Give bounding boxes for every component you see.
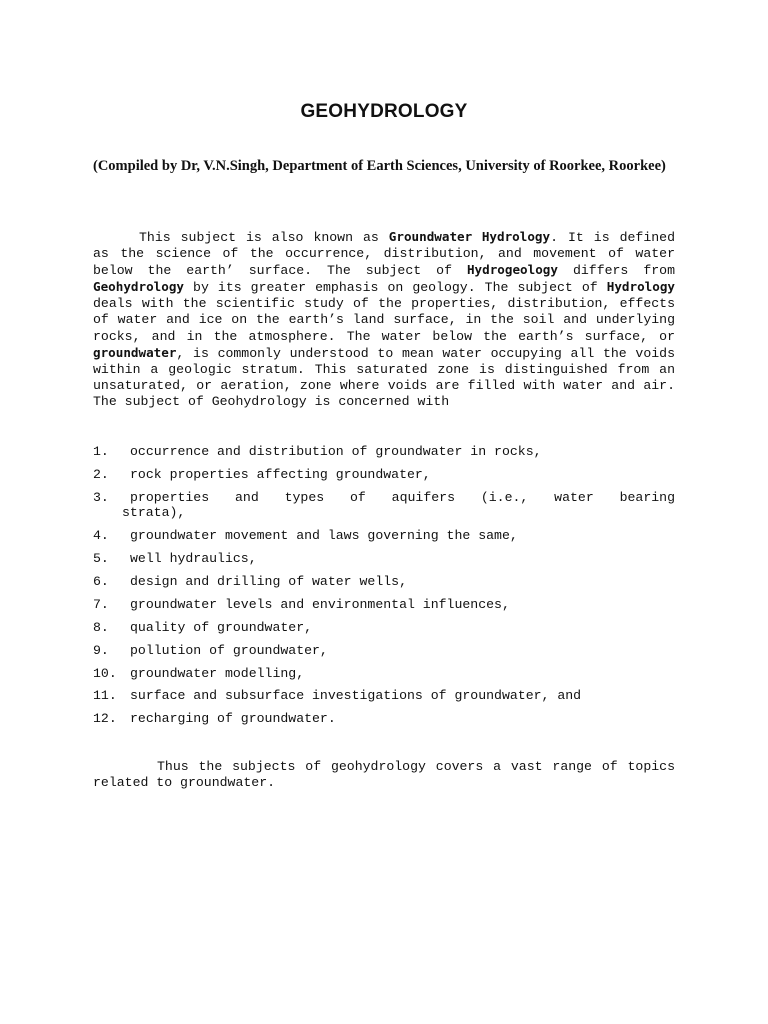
intro-term-hydrogeology: Hydrogeology	[466, 262, 558, 278]
list-item-text: groundwater modelling,	[130, 665, 305, 681]
list-item-text: pollution of groundwater,	[130, 642, 328, 658]
list-item-text-continued: strata),	[122, 505, 186, 521]
intro-text: . It is defined as the science of the occurrence, distribution, and movement of water below the earth’ surface. The subject of	[93, 230, 675, 279]
intro-term-groundwater: groundwater	[93, 344, 177, 360]
list-item-number: 9.	[93, 642, 109, 658]
list-item-number: 6.	[93, 573, 109, 589]
list-item-number: 11.	[93, 688, 117, 704]
list-item	[93, 528, 675, 544]
intro-text: , is commonly understood to mean water occupying all the voids within a geologic stratum. This saturated zone is distinguished from an unsaturated, or aeration, zone where voids are filled with water and air. The subject of Geohydrology is concerned with	[93, 345, 675, 409]
topics-list	[93, 444, 675, 734]
list-item	[93, 688, 675, 704]
list-item	[93, 574, 675, 590]
intro-text: This subject is also known as	[139, 230, 389, 245]
list-item-number: 1.	[93, 444, 109, 459]
document-title: GEOHYDROLOGY	[300, 101, 468, 122]
list-item	[93, 711, 675, 727]
list-item-text: quality of groundwater,	[130, 619, 313, 635]
list-item	[93, 490, 675, 521]
list-item-text: properties and types of aquifers (i.e., water bearing	[130, 489, 675, 505]
list-item-number: 5.	[93, 551, 109, 567]
intro-text: differs from	[557, 263, 675, 279]
list-item-text: rock properties affecting groundwater,	[130, 466, 431, 482]
list-item-number: 7.	[93, 596, 109, 612]
list-item	[93, 467, 675, 483]
closing-paragraph: Thus the subjects of geohydrology covers a vast range of topics related to groundwater.	[93, 759, 675, 790]
intro-text: by its greater emphasis on geology. The subject of	[184, 280, 607, 296]
intro-paragraph	[93, 229, 675, 410]
list-item-number: 3.	[93, 489, 109, 505]
list-item-text: design and drilling of water wells,	[130, 573, 407, 589]
list-item-text: recharging of groundwater.	[130, 711, 336, 727]
list-item-number: 10.	[93, 665, 117, 681]
intro-term-geohydrology: Geohydrology	[93, 279, 184, 295]
list-item-number: 8.	[93, 619, 109, 635]
list-item-number: 12.	[93, 711, 117, 727]
intro-text: deals with the scientific study of the properties, distribution, effects of water and ice on the earth’s land surface, in the soil and underlying rocks, and in the atmosphere. The water below the earth’s surface, or	[93, 296, 675, 344]
intro-term-groundwater-hydrology: Groundwater Hydrology	[388, 229, 551, 244]
list-item-text: surface and subsurface investigations of groundwater, and	[130, 688, 582, 704]
list-item	[93, 620, 675, 636]
list-item	[93, 597, 675, 613]
list-item	[93, 643, 675, 659]
list-item-text: groundwater movement and laws governing the same,	[130, 528, 518, 544]
list-item-text: well hydraulics,	[130, 551, 257, 567]
list-item-text: occurrence and distribution of groundwater in rocks,	[130, 444, 542, 459]
list-item-text: groundwater levels and environmental influences,	[130, 596, 510, 612]
document-subtitle: (Compiled by Dr, V.N.Singh, Department of Earth Sciences, University of Roorkee, Roorkee)	[93, 158, 666, 174]
list-item-number: 4.	[93, 528, 109, 544]
list-item	[93, 551, 675, 567]
list-item	[93, 666, 675, 682]
list-item-number: 2.	[93, 466, 109, 482]
list-item	[93, 444, 675, 460]
intro-term-hydrology: Hydrology	[606, 279, 675, 295]
